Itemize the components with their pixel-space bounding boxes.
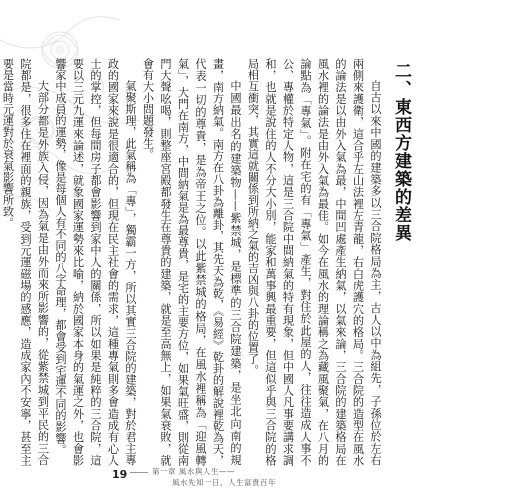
paragraph: 大部分都是外族入侵，因為氣是由外而來所影響的，從紫禁城到平民的三合院都是，很多住在裡面的親族，受到元運磁場的感應，造成家內不安寧，甚至主要是當時元運對於衰氣影響所致。	[1, 58, 50, 466]
chapter-label: 第一章 風水與人生——	[152, 467, 235, 476]
chapter-subtitle: 風水先知一日，人生富貴百年	[172, 478, 276, 487]
paragraph: 中國最出名的建築物——紫禁城，是標準的三合院建築，是坐北向南的規畫，南方納氣。南方在八卦為離卦，其先天為乾，《易經》乾卦的解說裡乾為天，代表一切的尊貴，是為帝王之位。以此紫禁城的格局，在風水裡稱為「迎風轉氣」，大門在南方，中間納氣是為最尊貴，是宅的主要方位，如果氣旺盛，則從南門大聲吆喝，則整座宮殿都發生在尊貴的建築，就是至高無上，如果氣衰敗，就會有大小問題發生。	[141, 58, 242, 466]
footer-divider	[130, 472, 148, 473]
paragraph: 氣聚斯理，此氣稱為「專」，獨霸一方，所以其實三合院的建築，對於君主專政的國家來說是很適合的，但現在民主社會的需求，這種專氣則多會造成有心人士的掌控，但每間房子都會影響到家中人的關係，所以如果是純粹的三合院，這要以三元九運來論述，就象國家運勢來比喻，納於國家本身的氣運之外，也會影響家中成員的運勢，像是每個人有不同的八字命理，都會受到宅運不同的影響。	[54, 58, 137, 466]
page-number: 19	[112, 468, 128, 481]
paragraph: 自古以來中國的建築多以三合院格局為主，古人以中為組先，子孫位於左右兩側來護衛，這合乎左山法裡左青龍，右白虎護穴的格局。三合院的造型在風水的論法是以由外入氣為最，中間凹處產生納氣，以氣來論，三合院的建築格局在風水裡的論法是由外入氣為最佳。如今在風水的理論稱之為藏風聚氣，在八月的論點為「專氣」。附在宅的有「專氣」產生，對住於此屋的人，往往造成人事不公、專權於特定人物，這是三合院中間納氣的特有現象，但中國人凡事要講求調和，也就是說住的人不分大小別，能家和萬事興最重要，但這似乎與三合院的格局相互衝突，其實這就關係到所納之氣的吉凶與八卦的位置了。	[246, 58, 382, 466]
section-heading: 二、東西方建築的差異	[391, 62, 411, 242]
page-footer	[112, 466, 412, 490]
body-text	[1, 58, 384, 466]
